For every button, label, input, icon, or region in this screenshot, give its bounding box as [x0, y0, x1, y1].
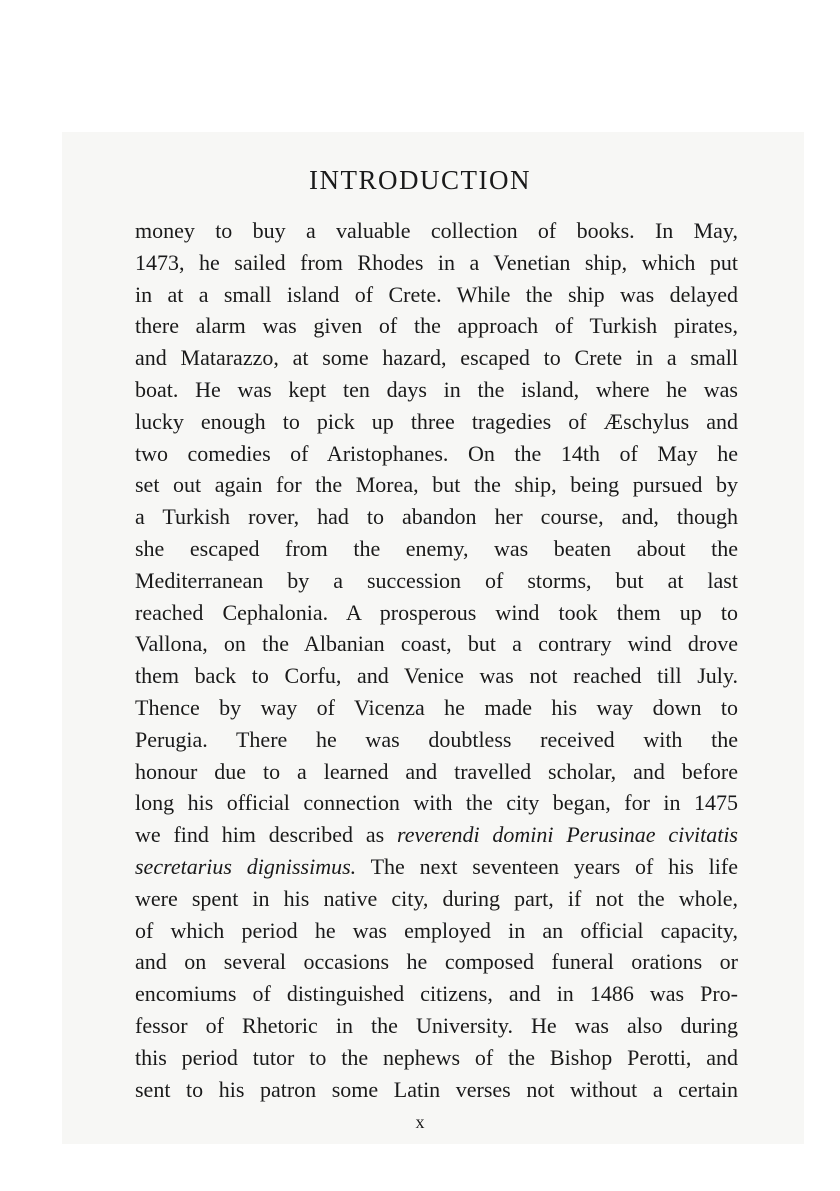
italic-latin-phrase: secretarius dignissimus.	[135, 853, 357, 879]
text-line: a Turkish rover, had to abandon her course, and, though	[135, 504, 738, 530]
text-run: The next seventeen years of his life	[356, 853, 738, 879]
text-line: she escaped from the enemy, was beaten about the	[135, 535, 738, 561]
text-line: and Matarazzo, at some hazard, escaped to Crete in a small	[135, 345, 738, 371]
text-line: Perugia. There he was doubtless received with the	[135, 726, 738, 752]
page-number: x	[415, 1112, 425, 1132]
text-line: were spent in his native city, during part, if not the whole,	[135, 885, 738, 911]
text-line: reached Cephalonia. A prosperous wind took them up to	[135, 599, 738, 625]
text-line: there alarm was given of the approach of Turkish pirates,	[135, 313, 738, 339]
italic-latin-phrase: reverendi domini Perusinae civitatis	[396, 822, 738, 848]
text-run: we find him described as	[135, 822, 397, 848]
text-line: 1473, he sailed from Rhodes in a Venetian ship, which put	[135, 249, 738, 275]
text-line	[135, 819, 738, 851]
text-line: this period tutor to the nephews of the Bishop Perotti, and	[135, 1044, 738, 1070]
text-line: honour due to a learned and travelled scholar, and before	[135, 758, 738, 784]
running-head: INTRODUCTION	[309, 165, 531, 195]
text-line	[135, 851, 738, 883]
text-line: fessor of Rhetoric in the University. He was also during	[135, 1012, 738, 1038]
body-text	[135, 215, 738, 1105]
text-line: sent to his patron some Latin verses not without a certain	[135, 1076, 738, 1102]
text-line: Mediterranean by a succession of storms, but at last	[135, 567, 738, 593]
text-line: Vallona, on the Albanian coast, but a contrary wind drove	[135, 631, 738, 657]
text-line: long his official connection with the city began, for in 1475	[135, 790, 738, 816]
text-line: Thence by way of Vicenza he made his way down to	[135, 694, 738, 720]
text-line: set out again for the Morea, but the ship, being pursued by	[135, 472, 738, 498]
text-line: in at a small island of Crete. While the ship was delayed	[135, 281, 738, 307]
text-line: money to buy a valuable collection of books. In May,	[135, 218, 738, 243]
text-line: lucky enough to pick up three tragedies of Æschylus and	[135, 408, 738, 434]
text-line: two comedies of Aristophanes. On the 14th of May he	[135, 440, 738, 466]
text-line: and on several occasions he composed funeral orations or	[135, 949, 738, 975]
text-line: of which period he was employed in an official capacity,	[135, 917, 738, 943]
text-line: encomiums of distinguished citizens, and in 1486 was Pro-	[135, 981, 738, 1007]
text-line: them back to Corfu, and Venice was not reached till July.	[135, 663, 738, 689]
text-line: boat. He was kept ten days in the island, where he was	[135, 376, 738, 402]
